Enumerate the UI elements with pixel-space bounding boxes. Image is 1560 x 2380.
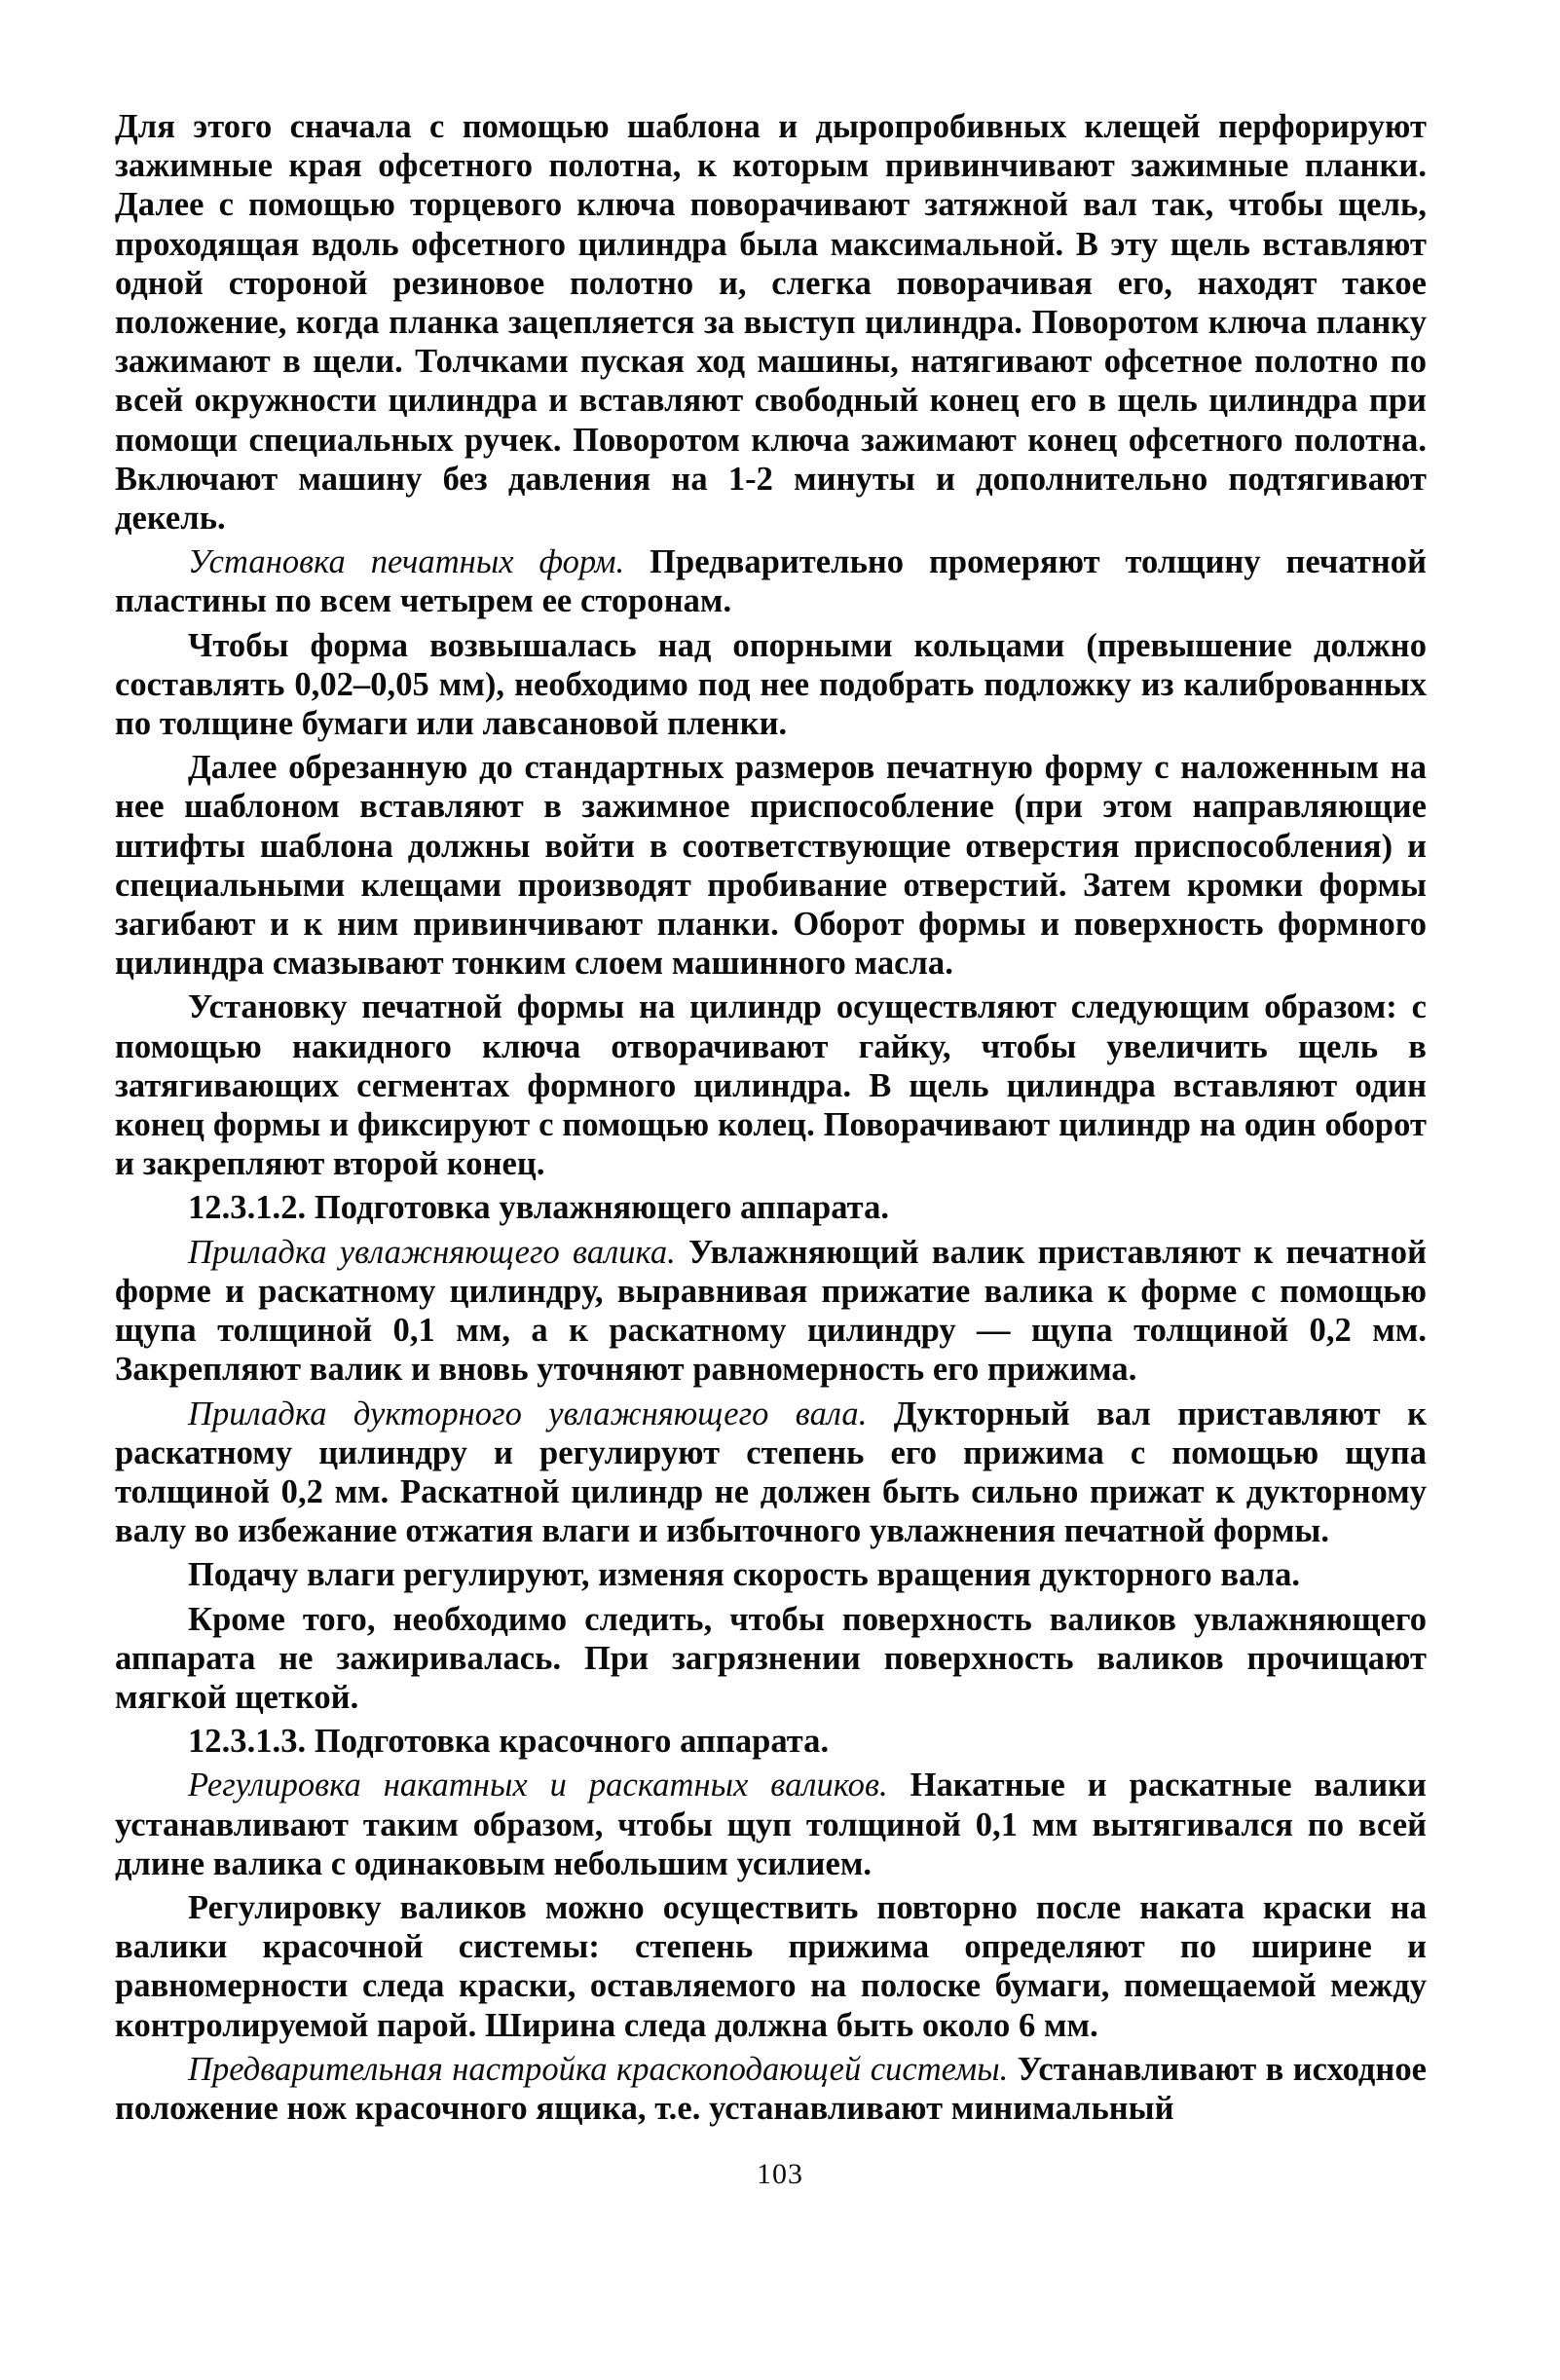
paragraph-moisture-feed — [115, 1555, 1427, 1594]
paragraph-text: Предварительно промеряют толщину печатной пластины по всем четырем ее сторонам. — [115, 543, 1427, 620]
paragraph-text: Чтобы форма возвышалась над опорными кольцами (превышение должно составлять 0,02–0,05 мм), необходимо под нее подобрать подложку из калиброванных по толщине бумаги или лавсановой пленки. — [115, 626, 1427, 743]
paragraph-ductor-roller — [115, 1395, 1427, 1551]
paragraph-lead: Предварительная настройка краскоподающей системы. — [188, 2050, 1009, 2088]
paragraph-lead: Приладка увлажняющего валика. — [188, 1233, 676, 1271]
paragraph-ink-system-setup — [115, 2050, 1427, 2128]
paragraph-text: Дукторный вал приставляют к раскатному цилиндру и регулируют степень его прижима с помощью щупа толщиной 0,2 мм. Раскатной цилиндр не должен быть сильно прижат к дукторному валу во избежание отжатия влаги и избыточного увлажнения печатной формы. — [115, 1395, 1427, 1550]
paragraph-text: Регулировку валиков можно осуществить повторно после наката краски на валики красочной системы: степень прижима определяют по ширине и равномерности следа краски, оставляемого на полоске бумаги, помещаемой между контролируемой парой. Ширина следа должна быть около 6 мм. — [115, 1888, 1427, 2044]
paragraph-text: Устанавливают в исходное положение нож красочного ящика, т.е. устанавливают минимальный — [115, 2050, 1427, 2127]
paragraph-plate-punching — [115, 748, 1427, 983]
paragraph-offset-blanket — [115, 107, 1427, 538]
paragraph-dampening-roller — [115, 1233, 1427, 1390]
paragraph-roller-adjustment — [115, 1766, 1427, 1883]
paragraph-lead: Регулировка накатных и раскатных валиков. — [188, 1766, 888, 1804]
paragraph-text: Подачу влаги регулируют, изменяя скорость вращения дукторного вала. — [188, 1556, 1301, 1594]
page-number: 103 — [757, 2158, 803, 2190]
section-heading-inking — [115, 1722, 1427, 1761]
paragraph-plate-mounting — [115, 542, 1427, 620]
paragraph-text: Увлажняющий валик приставляют к печатной форме и раскатному цилиндру, выравнивая прижатие валика к форме с помощью щупа толщиной 0,1 мм, а к раскатному цилиндру — щупа толщиной 0,2 мм. Закрепляют валик и вновь уточняют равномерность его прижима. — [115, 1233, 1428, 1389]
paragraph-text: Накатные и раскатные валики устанавливают таким образом, чтобы щуп толщиной 0,1 мм вытягивался по всей длине валика с одинаковым небольшим усилием. — [115, 1766, 1427, 1882]
heading-text: 12.3.1.2. Подготовка увлажняющего аппарата. — [188, 1189, 890, 1227]
paragraph-text: Кроме того, необходимо следить, чтобы поверхность валиков увлажняющего аппарата не зажиривалась. При загрязнении поверхность валиков прочищают мягкой щеткой. — [115, 1600, 1427, 1716]
paragraph-lead: Установка печатных форм. — [188, 543, 625, 581]
paragraph-lead: Приладка дукторного увлажняющего вала. — [188, 1395, 868, 1432]
paragraph-text: Установку печатной формы на цилиндр осуществляют следующим образом: с помощью накидного ключа отворачивают гайку, чтобы увеличить щель в затягивающих сегментах формного цилиндра. В щель цилиндра вставляют один конец формы и фиксируют с помощью колец. Поворачивают цилиндр на один оборот и закрепляют второй конец. — [115, 988, 1427, 1183]
paragraph-roller-cleaning — [115, 1600, 1427, 1718]
section-heading-dampening — [115, 1188, 1427, 1227]
paragraph-roller-readjustment — [115, 1888, 1427, 2045]
paragraph-plate-installation — [115, 987, 1427, 1183]
paragraph-text: Далее обрезанную до стандартных размеров печатную форму с наложенным на нее шаблоном вставляют в зажимное приспособление (при этом направляющие штифты шаблона должны войти в соответствующие отверстия приспособления) и специальными клещами производят пробивание отверстий. Затем кромки формы загибают и к ним привинчивают планки. Оборот формы и поверхность формного цилиндра смазывают тонким слоем машинного масла. — [115, 749, 1427, 983]
paragraph-underlay — [115, 626, 1427, 744]
paragraph-text: Для этого сначала с помощью шаблона и дыропробивных клещей перфорируют зажимные края офсетного полотна, к которым привинчивают зажимные планки. Далее с помощью торцевого ключа поворачивают затяжной вал так, чтобы щель, проходящая вдоль офсетного цилиндра была максимальной. В эту щель вставляют одной стороной резиновое полотно и, слегка поворачивая его, находят такое положение, когда планка зацепляется за выступ цилиндра. Поворотом ключа планку зажимают в щели. Толчками пуская ход машины, натягивают офсетное полотно по всей окружности цилиндра и вставляют свободный конец его в щель цилиндра при помощи специальных ручек. Поворотом ключа зажимают конец офсетного полотна. Включают машину без давления на 1-2 минуты и дополнительно подтягивают декель. — [115, 108, 1427, 538]
body-text — [115, 107, 1427, 2128]
heading-text: 12.3.1.3. Подготовка красочного аппарата. — [188, 1723, 830, 1761]
